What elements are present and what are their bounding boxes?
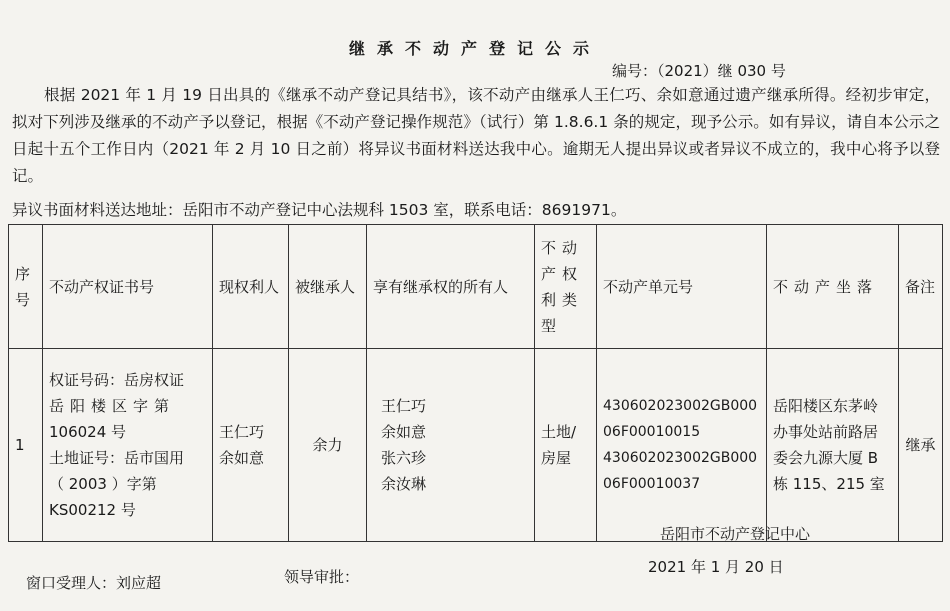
cert-line-3: 106024 号 [49, 423, 127, 441]
header-remark: 备注 [899, 225, 943, 349]
issue-date: 2021 年 1 月 20 日 [648, 558, 784, 576]
cert-line-5: （ 2003 ）字第 [49, 475, 157, 493]
row-seq: 1 [9, 349, 43, 542]
header-seq: 序号 [9, 225, 43, 349]
cert-line-4: 土地证号：岳市国用 [49, 449, 185, 467]
header-unit-no: 不动产单元号 [597, 225, 767, 349]
row-location: 岳阳楼区东茅岭办事处站前路居委会九源大厦 B 栋 115、215 室 [767, 349, 899, 542]
document-number: 编号：（2021）继 030 号 [612, 62, 786, 80]
leader-approval: 领导审批： [284, 568, 360, 586]
owner-1: 王仁巧 [219, 423, 265, 441]
unit-3: 430602023002GB000 [603, 450, 758, 466]
table-row [9, 349, 943, 542]
unit-1: 430602023002GB000 [603, 398, 758, 414]
heir-2: 余如意 [381, 423, 427, 441]
owner-2: 余如意 [219, 449, 265, 467]
heir-4: 余汝琳 [381, 475, 427, 493]
row-cert-no [43, 349, 213, 542]
notice-paragraph: 根据 2021 年 1 月 19 日出具的《继承不动产登记具结书》，该不动产由继承人王仁巧、余如意通过遗产继承所得。经初步审定， 拟对下列涉及继承的不动产予以登记，根据《不动产登记操作规范》（试行）第 1.8.6.1 条的规定，现予公示。如有异议，请自本公示之日起十五个工作日内（2021 年 2 月 10 日之前）将异议书面材料送达我中心。逾期无人提出异议或者异议不成立的，我中心将予以登记。 [12, 86, 940, 185]
objection-address: 异议书面材料送达地址：岳阳市不动产登记中心法规科 1503 室，联系电话：8691971。 [12, 201, 627, 219]
window-receiver: 窗口受理人：刘应超 [26, 574, 162, 592]
cert-line-2: 岳阳楼区字第 [49, 397, 176, 415]
issuing-organization: 岳阳市不动产登记中心 [660, 525, 811, 543]
heir-1: 王仁巧 [381, 397, 427, 415]
header-owner: 现权利人 [213, 225, 289, 349]
property-table [8, 224, 943, 542]
header-cert-no: 不动产权证书号 [43, 225, 213, 349]
unit-4: 06F00010037 [603, 476, 701, 492]
header-decedent: 被继承人 [289, 225, 367, 349]
unit-2: 06F00010015 [603, 424, 701, 440]
type-2: 房屋 [541, 449, 572, 467]
row-heirs [367, 349, 535, 542]
row-decedent: 余力 [289, 349, 367, 542]
table-header-row [9, 225, 943, 349]
row-right-type [535, 349, 597, 542]
header-heirs: 享有继承权的所有人 [367, 225, 535, 349]
cert-line-1: 权证号码：岳房权证 [49, 371, 185, 389]
row-unit-no [597, 349, 767, 542]
row-owner [213, 349, 289, 542]
header-location: 不动产坐落 [767, 225, 899, 349]
heir-3: 张六珍 [381, 449, 427, 467]
row-remark: 继承 [899, 349, 943, 542]
page-title: 继承不动产登记公示 [348, 39, 601, 58]
header-right-type: 不动产权利类型 [535, 225, 597, 349]
cert-line-6: KS00212 号 [49, 501, 136, 519]
type-1: 土地/ [541, 423, 577, 441]
